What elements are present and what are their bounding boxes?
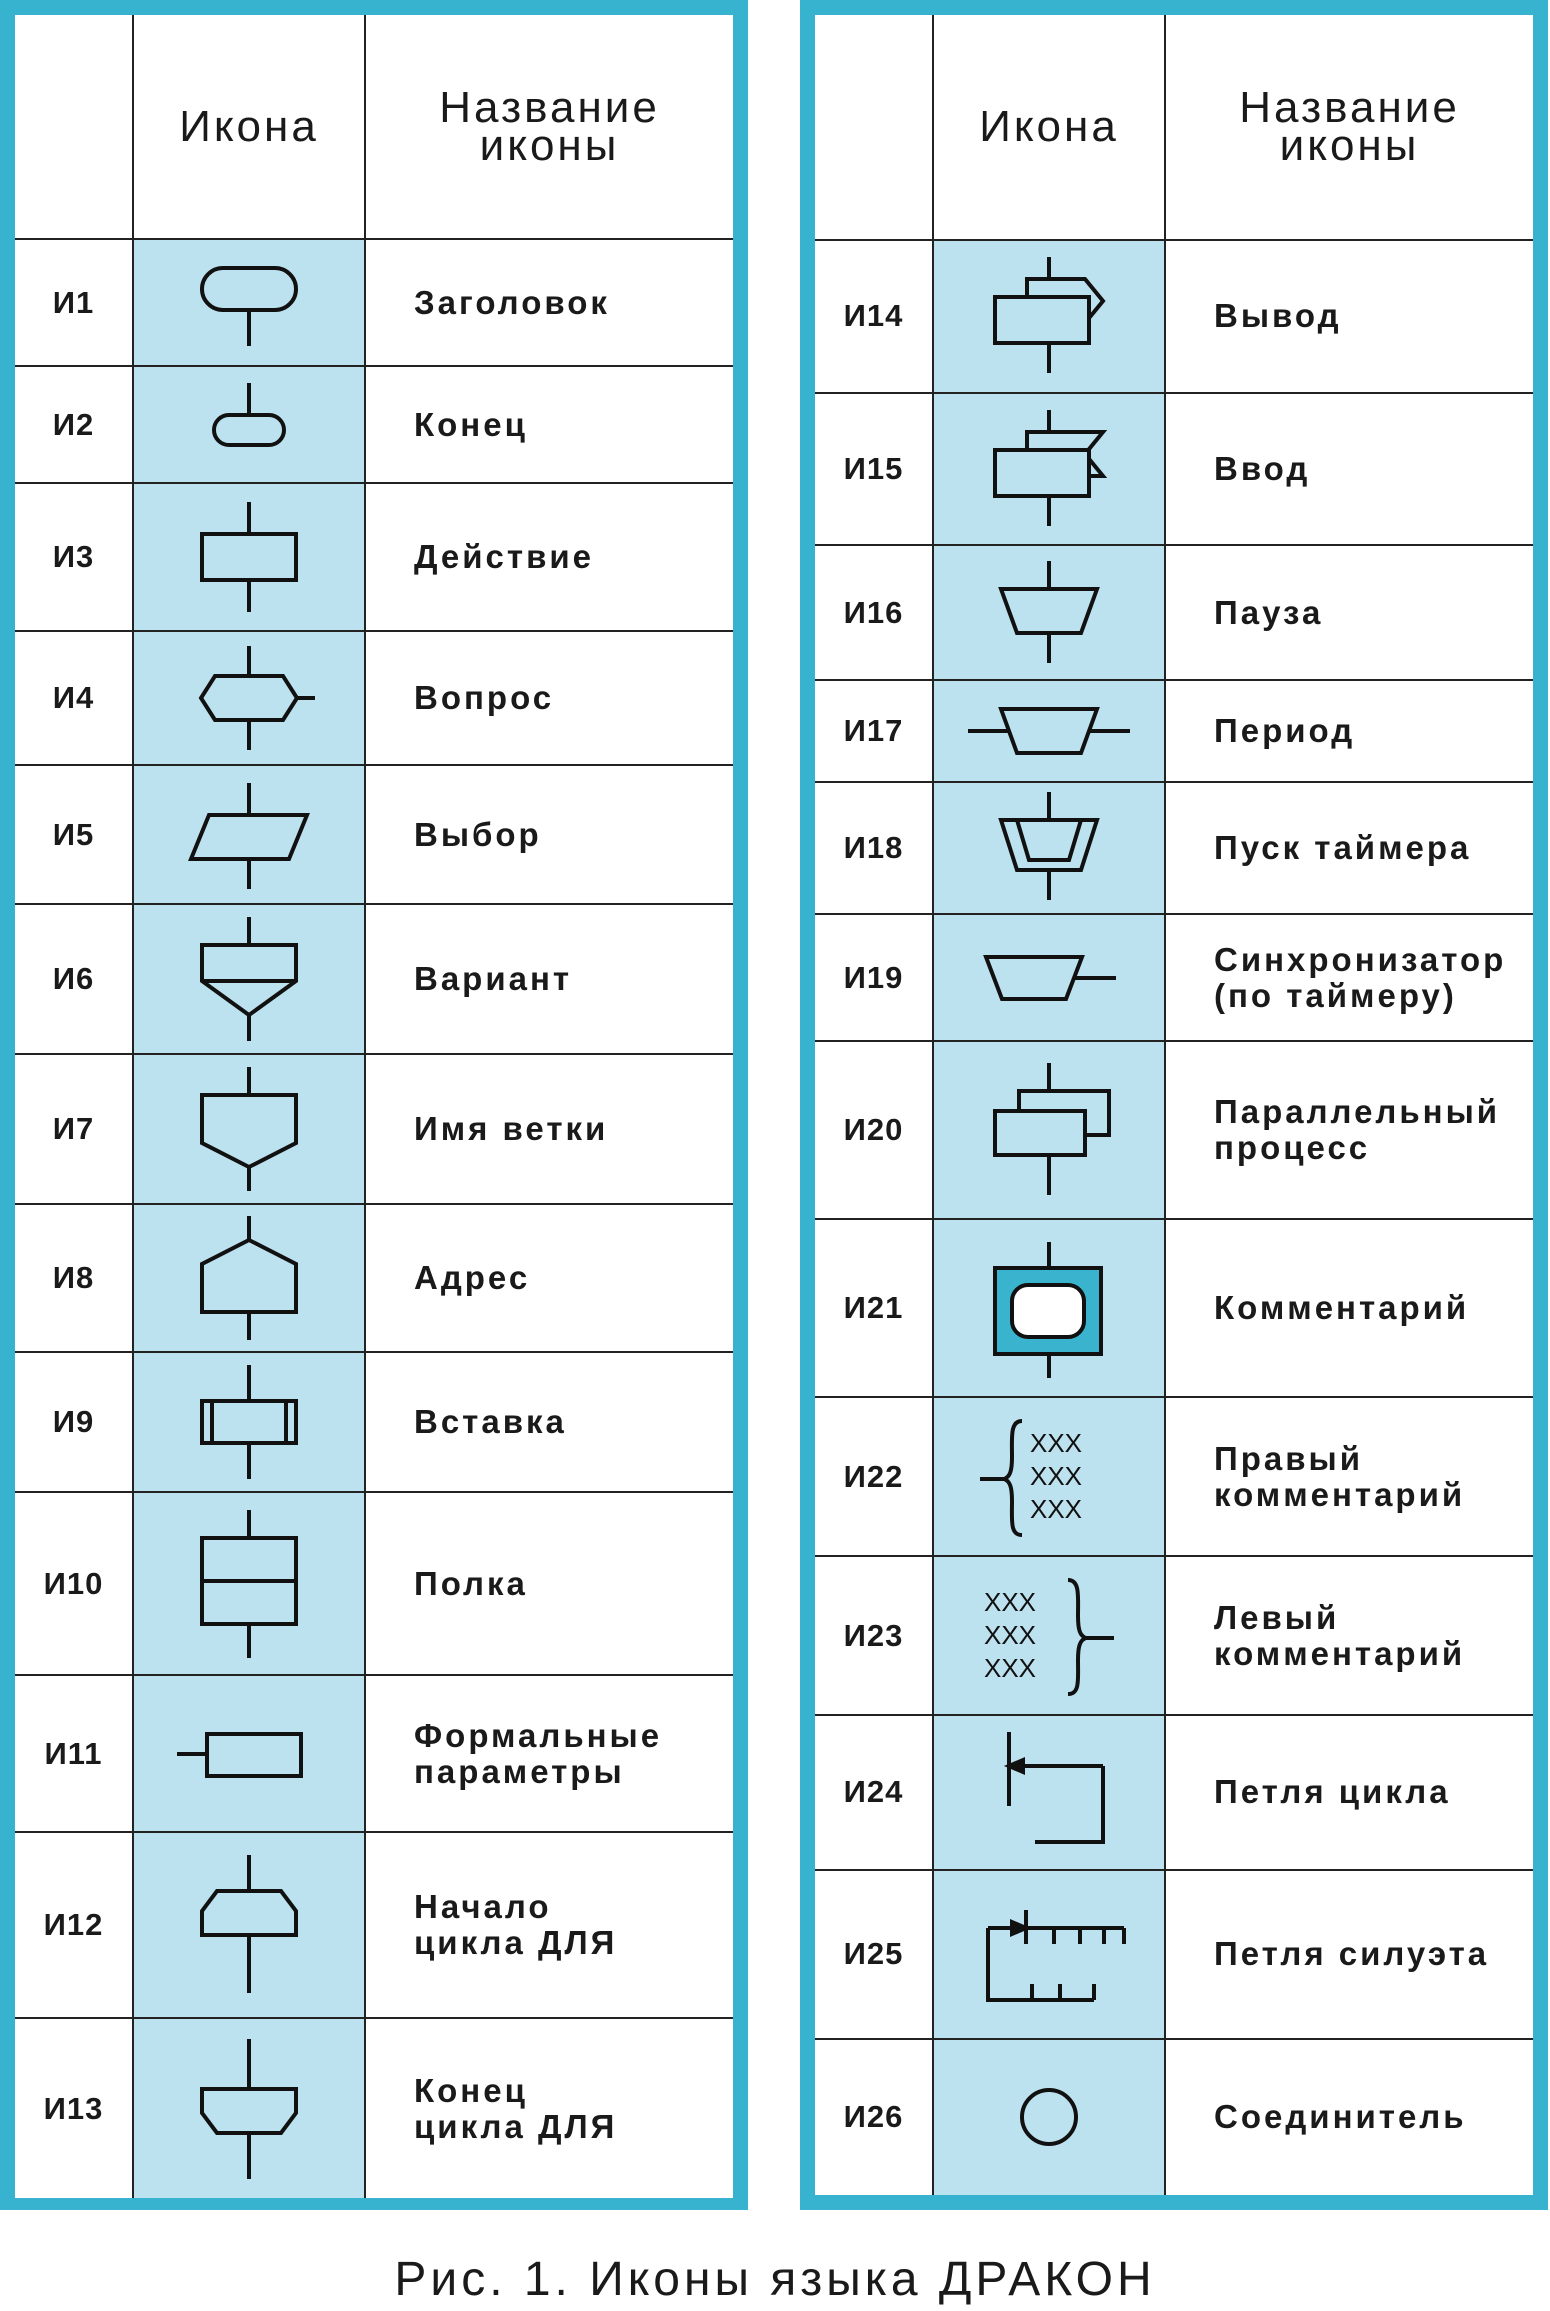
icon-code: И10: [15, 1492, 133, 1675]
table-row: [15, 2018, 733, 2198]
icon-name: Параллельный процесс: [1165, 1041, 1533, 1218]
for-loop-start-icon: [179, 1845, 319, 2005]
table-row: [815, 240, 1533, 393]
input-icon: [979, 404, 1119, 534]
icon-code: И22: [815, 1397, 933, 1556]
table-row: [815, 1397, 1533, 1556]
right-icon-table-panel: [800, 0, 1548, 2210]
silhouette-loop-icon: [964, 1884, 1134, 2024]
icon-code: И7: [15, 1054, 133, 1204]
table-row: [815, 2039, 1533, 2195]
table-row: [815, 914, 1533, 1041]
icon-name: Комментарий: [1165, 1219, 1533, 1397]
right-comment-icon: [974, 1407, 1124, 1547]
table-row: [15, 1675, 733, 1832]
choice-icon: [179, 775, 319, 895]
icon-code: И4: [15, 631, 133, 765]
comment-text: XXX: [984, 1586, 1037, 1617]
icon-code: И8: [15, 1204, 133, 1352]
formal-parameters-icon: [169, 1714, 329, 1794]
icon-name: Ввод: [1165, 393, 1533, 545]
branch-name-icon: [179, 1061, 319, 1197]
icon-code: И11: [15, 1675, 133, 1832]
figure-caption: Рис. 1. Иконы языка ДРАКОН: [394, 2253, 1156, 2306]
icon-name: Левый комментарий: [1165, 1556, 1533, 1714]
icon-name: Конец цикла ДЛЯ: [365, 2018, 733, 2198]
icon-column-header: Икона: [933, 15, 1165, 240]
icon-name: Имя ветки: [365, 1054, 733, 1204]
action-icon: [179, 492, 319, 622]
table-row: [815, 782, 1533, 914]
name-column-header: Название иконы: [365, 15, 733, 239]
loop-arc-icon: [979, 1722, 1119, 1862]
header-icon: [179, 248, 319, 358]
name-column-header: Название иконы: [1165, 15, 1533, 240]
icon-code: И24: [815, 1715, 933, 1870]
comment-text: XXX: [1030, 1460, 1083, 1491]
icon-name: Пауза: [1165, 545, 1533, 680]
icon-name: Формальные параметры: [365, 1675, 733, 1832]
icon-code: И25: [815, 1870, 933, 2038]
table-row: [15, 1832, 733, 2018]
icon-code: И14: [815, 240, 933, 393]
synchronizer-icon: [974, 933, 1124, 1023]
table-row: [815, 1041, 1533, 1218]
code-column-header: [15, 15, 133, 239]
table-row: [815, 1870, 1533, 2038]
icon-code: И20: [815, 1041, 933, 1218]
icon-code: И9: [15, 1352, 133, 1492]
table-row: [15, 765, 733, 904]
icon-code: И2: [15, 366, 133, 483]
comment-icon: [979, 1228, 1119, 1388]
icon-code: И26: [815, 2039, 933, 2195]
for-loop-end-icon: [179, 2029, 319, 2189]
icon-name: Вывод: [1165, 240, 1533, 393]
comment-text: XXX: [984, 1652, 1037, 1683]
icon-code: И17: [815, 680, 933, 781]
icon-name: Петля цикла: [1165, 1715, 1533, 1870]
comment-text: XXX: [984, 1619, 1037, 1650]
period-icon: [964, 691, 1134, 771]
icon-column-header: Икона: [133, 15, 365, 239]
code-column-header: [815, 15, 933, 240]
icon-code: И23: [815, 1556, 933, 1714]
icon-name: Действие: [365, 483, 733, 631]
table-row: [815, 1219, 1533, 1397]
table-header-row: [15, 15, 733, 239]
icon-name: Петля силуэта: [1165, 1870, 1533, 2038]
table-header-row: [815, 15, 1533, 240]
timer-start-icon: [979, 786, 1119, 910]
icon-code: И19: [815, 914, 933, 1041]
icon-name: Синхронизатор (по таймеру): [1165, 914, 1533, 1041]
question-icon: [179, 638, 319, 758]
left-icon-table: [15, 15, 733, 2198]
icon-name: Период: [1165, 680, 1533, 781]
table-row: [815, 1556, 1533, 1714]
comment-text: XXX: [1030, 1493, 1083, 1524]
variant-icon: [179, 911, 319, 1047]
end-icon: [179, 375, 319, 475]
icon-name: Выбор: [365, 765, 733, 904]
right-icon-table: [815, 15, 1533, 2195]
icon-code: И15: [815, 393, 933, 545]
table-row: [15, 1204, 733, 1352]
insertion-icon: [179, 1359, 319, 1485]
table-row: [815, 393, 1533, 545]
shelf-icon: [179, 1504, 319, 1664]
icon-name: Вариант: [365, 904, 733, 1054]
left-icon-table-panel: [0, 0, 748, 2210]
icon-name: Правый комментарий: [1165, 1397, 1533, 1556]
output-icon: [979, 251, 1119, 381]
icon-name: Вставка: [365, 1352, 733, 1492]
table-row: [15, 904, 733, 1054]
comment-text: XXX: [1030, 1427, 1083, 1458]
icon-code: И6: [15, 904, 133, 1054]
icon-name: Конец: [365, 366, 733, 483]
table-row: [15, 483, 733, 631]
icon-code: И5: [15, 765, 133, 904]
icon-name: Адрес: [365, 1204, 733, 1352]
table-row: [15, 1352, 733, 1492]
icon-name: Начало цикла ДЛЯ: [365, 1832, 733, 2018]
connector-icon: [979, 2067, 1119, 2167]
icon-code: И18: [815, 782, 933, 914]
table-row: [815, 545, 1533, 680]
icon-name: Пуск таймера: [1165, 782, 1533, 914]
parallel-process-icon: [979, 1055, 1119, 1205]
table-row: [15, 239, 733, 366]
icon-code: И13: [15, 2018, 133, 2198]
icon-code: И16: [815, 545, 933, 680]
icon-code: И3: [15, 483, 133, 631]
table-row: [815, 1715, 1533, 1870]
icon-name: Вопрос: [365, 631, 733, 765]
icon-code: И21: [815, 1219, 933, 1397]
address-icon: [179, 1210, 319, 1346]
icon-name: Соединитель: [1165, 2039, 1533, 2195]
table-row: [15, 1054, 733, 1204]
icon-code: И1: [15, 239, 133, 366]
icon-name: Заголовок: [365, 239, 733, 366]
icon-name: Полка: [365, 1492, 733, 1675]
table-row: [815, 680, 1533, 781]
table-row: [15, 631, 733, 765]
icon-code: И12: [15, 1832, 133, 2018]
table-row: [15, 366, 733, 483]
pause-icon: [979, 553, 1119, 673]
left-comment-icon: [974, 1566, 1124, 1706]
table-row: [15, 1492, 733, 1675]
